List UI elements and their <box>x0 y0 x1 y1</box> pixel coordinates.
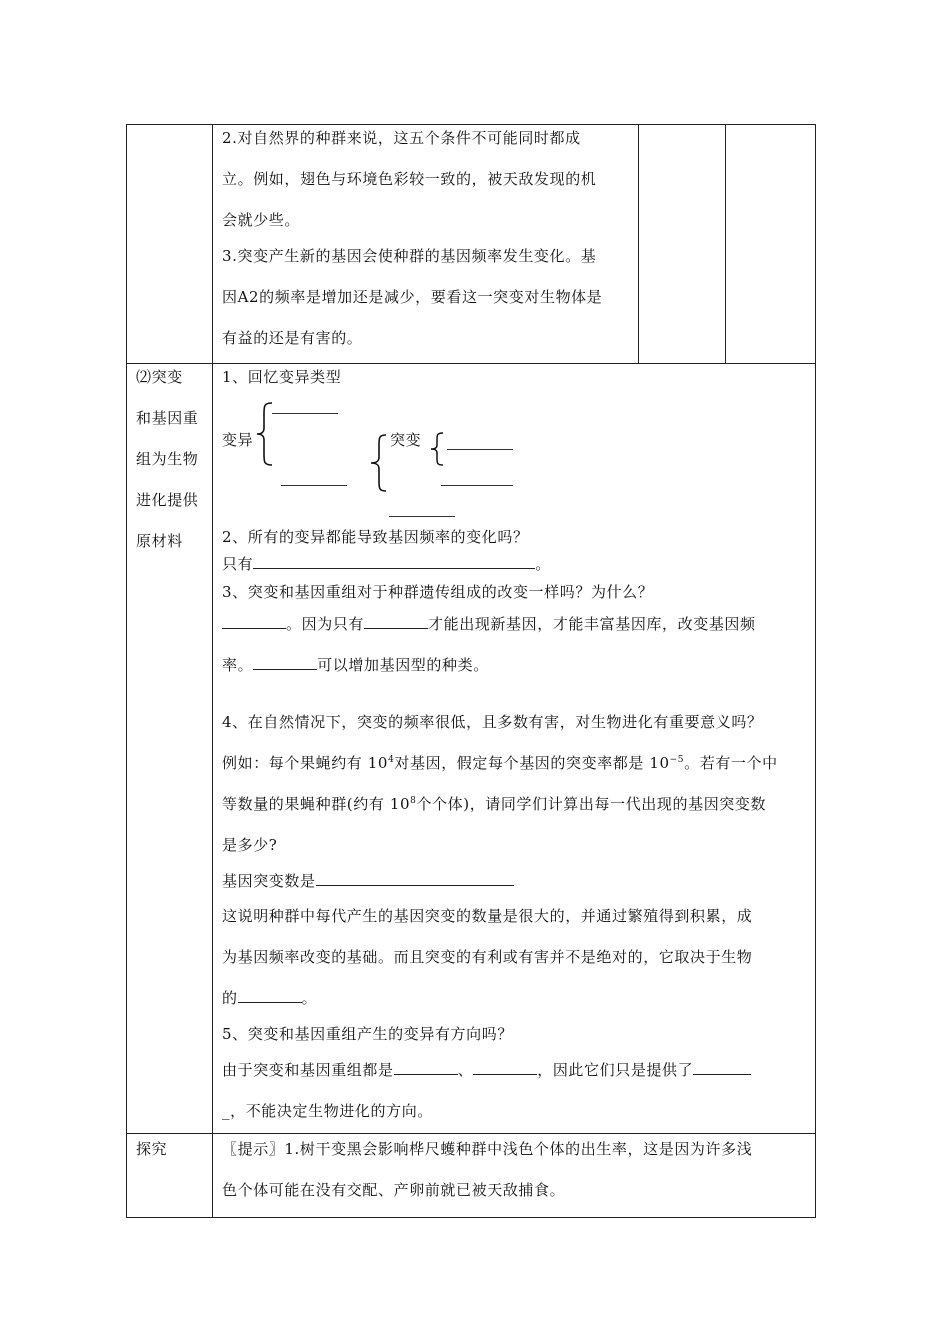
table-row-divider-2 <box>126 1133 816 1134</box>
question-3-answer-line-2 <box>222 655 489 675</box>
question-4-blank[interactable] <box>316 871 514 886</box>
q4-line2-b: 个个体)，请同学们计算出每一代出现的基因突变数 <box>416 795 767 813</box>
table-border-right <box>815 124 816 1218</box>
row2-label-line-4: 进化提供 <box>136 491 199 509</box>
question-4-answer <box>222 871 514 891</box>
table-border-top <box>126 124 816 125</box>
q5-line2-end: ，不能决定生物进化的方向。 <box>230 1102 433 1120</box>
question-5-blank-1[interactable] <box>394 1060 458 1075</box>
q4-example-a: 例如：每个果蝇约有 10 <box>222 754 389 772</box>
q4-line2-exponent: 8 <box>410 796 417 806</box>
question-5-blank-3[interactable] <box>693 1060 751 1075</box>
q4-example-c: 。若有一个中 <box>684 754 778 772</box>
question-5-answer-line-1 <box>222 1060 751 1080</box>
mutation-blank-1 <box>447 449 513 450</box>
q4-line2-a: 等数量的果蝇种群(约有 10 <box>222 795 411 813</box>
row2-label-line-2: 和基因重 <box>136 409 199 427</box>
mutation-blank-3 <box>389 516 455 517</box>
question-4: 4、在自然情况下，突变的频率很低，且多数有害，对生物进化有重要意义吗？ <box>222 713 763 731</box>
q5-line2-start: _ <box>222 1102 231 1120</box>
q5-mid: ，因此它们只是提供了 <box>537 1061 694 1079</box>
question-2-prefix: 只有 <box>222 555 254 573</box>
row1-line-3: 会就少些。 <box>222 211 301 229</box>
question-2-blank[interactable] <box>253 554 535 569</box>
variation-brace-icon <box>256 402 274 466</box>
row3-line-2: 色个体可能在没有交配、产卵前就已被天敌捕食。 <box>222 1181 566 1199</box>
table-row-divider-1 <box>126 363 816 364</box>
variation-blank-1 <box>272 413 338 414</box>
question-4-example-line-3: 是多少? <box>222 836 278 854</box>
question-5-blank-2[interactable] <box>473 1060 537 1075</box>
q4-example-b: 对基因，假定每个基因的突变率都是 10 <box>394 754 670 772</box>
row1-line-6: 有益的还是有害的。 <box>222 329 363 347</box>
question-4-blank-2[interactable] <box>238 988 302 1003</box>
question-3-end: 才能出现新基因，才能丰富基因库，改变基因频 <box>428 615 756 633</box>
row3-label: 探究 <box>136 1140 168 1158</box>
q4-expl3-prefix: 的 <box>222 989 238 1007</box>
table-border-bottom <box>126 1217 816 1218</box>
row1-line-5: 因A2的频率是增加还是减少，要看这一突变对生物体是 <box>222 288 603 306</box>
variation-label: 变异 <box>222 431 254 449</box>
row1-line-2: 立。例如，翅色与环境色彩较一致的，被天敌发现的机 <box>222 170 597 188</box>
question-3-line2-start: 率。 <box>222 656 254 674</box>
mutation-blank-2 <box>441 485 513 486</box>
question-3-blank-2[interactable] <box>364 614 428 629</box>
variation-blank-2 <box>281 485 347 486</box>
question-3-blank-3[interactable] <box>253 655 317 670</box>
row2-label-line-1: ⑵突变 <box>136 368 183 386</box>
mutation-outer-brace-icon <box>370 434 388 492</box>
question-3-mid: 。因为只有 <box>286 615 365 633</box>
q4-example-b-exponent: −5 <box>669 755 685 765</box>
table-divider-label <box>212 124 213 1218</box>
q5-prefix: 由于突变和基因重组都是 <box>222 1061 394 1079</box>
question-3: 3、突变和基因重组对于种群遗传组成的改变一样吗？为什么？ <box>222 583 654 601</box>
q4-example-a-exponent: 4 <box>388 755 395 765</box>
row1-line-1: 2.对自然界的种群来说，这五个条件不可能同时都成 <box>222 129 581 147</box>
mutation-label: 突变 <box>390 431 422 449</box>
question-3-answer-line-1 <box>222 614 756 634</box>
question-4-example-line-1 <box>222 753 778 773</box>
question-1: 1、回忆变异类型 <box>222 368 342 386</box>
row2-label-line-3: 组为生物 <box>136 450 199 468</box>
question-2: 2、所有的变异都能导致基因频率的变化吗？ <box>222 528 529 546</box>
question-4-explanation-3 <box>222 988 317 1008</box>
question-5-answer-line-2 <box>222 1101 433 1121</box>
table-divider-col4 <box>725 124 726 364</box>
row3-line-1: 〖提示〗1.树干变黑会影响桦尺蠖种群中浅色个体的出生率，这是因为许多浅 <box>222 1140 753 1158</box>
q4-answer-prefix: 基因突变数是 <box>222 872 316 890</box>
question-4-explanation-2: 为基因频率改变的基础。而且突变的有利或有害并不是绝对的，它取决于生物 <box>222 948 753 966</box>
table-divider-col3 <box>638 124 639 364</box>
question-3-line2-end: 可以增加基因型的种类。 <box>317 656 489 674</box>
row2-label-line-5: 原材料 <box>136 532 183 550</box>
question-3-blank-1[interactable] <box>222 614 286 629</box>
row1-line-4: 3.突变产生新的基因会使种群的基因频率发生变化。基 <box>222 247 597 265</box>
question-4-example-line-2 <box>222 794 766 814</box>
question-4-explanation-1: 这说明种群中每代产生的基因突变的数量是很大的，并通过繁殖得到积累，成 <box>222 907 753 925</box>
question-5: 5、突变和基因重组产生的变异有方向吗？ <box>222 1025 513 1043</box>
question-2-answer <box>222 554 551 574</box>
mutation-inner-brace-icon <box>430 432 444 466</box>
question-2-suffix: 。 <box>535 555 551 573</box>
q5-sep: 、 <box>457 1061 474 1079</box>
table-border-left <box>126 124 127 1218</box>
q4-expl3-suffix: 。 <box>301 989 318 1007</box>
